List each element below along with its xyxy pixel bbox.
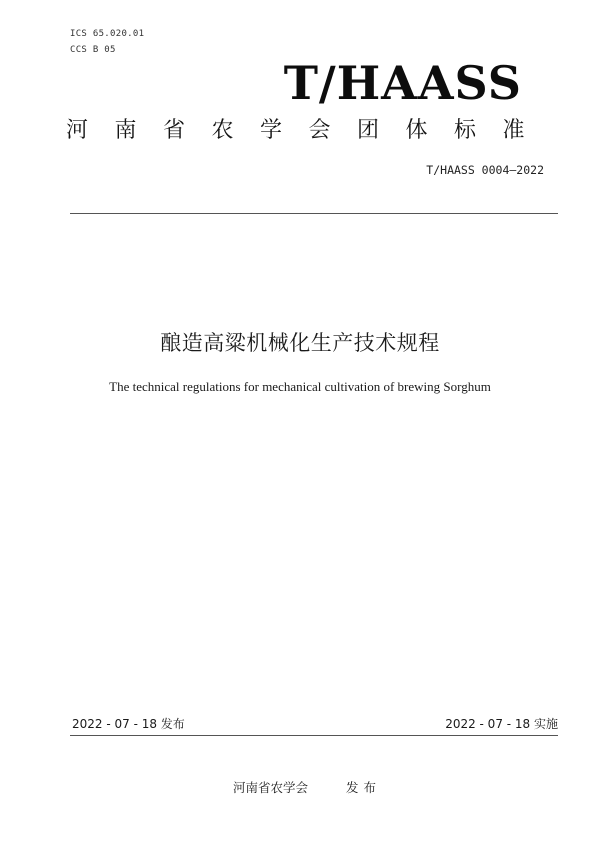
standard-number: T/HAASS 0004—2022 <box>426 163 544 177</box>
issuing-organization: 河南省农学会 <box>233 780 309 795</box>
organization-standard-heading: 河南省农学会团体标准 <box>66 118 552 143</box>
document-title-english: The technical regulations for mechanical cultivation of brewing Sorghum <box>109 379 491 394</box>
top-divider <box>70 213 558 214</box>
implement-date: 2022 - 07 - 18 实施 <box>445 717 558 731</box>
ics-code: ICS 65.020.01 <box>70 29 145 39</box>
ccs-code: CCS B 05 <box>70 45 116 55</box>
publish-date: 2022 - 07 - 18 发布 <box>72 717 185 731</box>
document-title-chinese: 酿造高粱机械化生产技术规程 <box>160 331 440 355</box>
bottom-divider <box>70 735 558 736</box>
standard-logo: T/HAASS <box>283 56 522 110</box>
issue-label: 发布 <box>346 780 382 795</box>
